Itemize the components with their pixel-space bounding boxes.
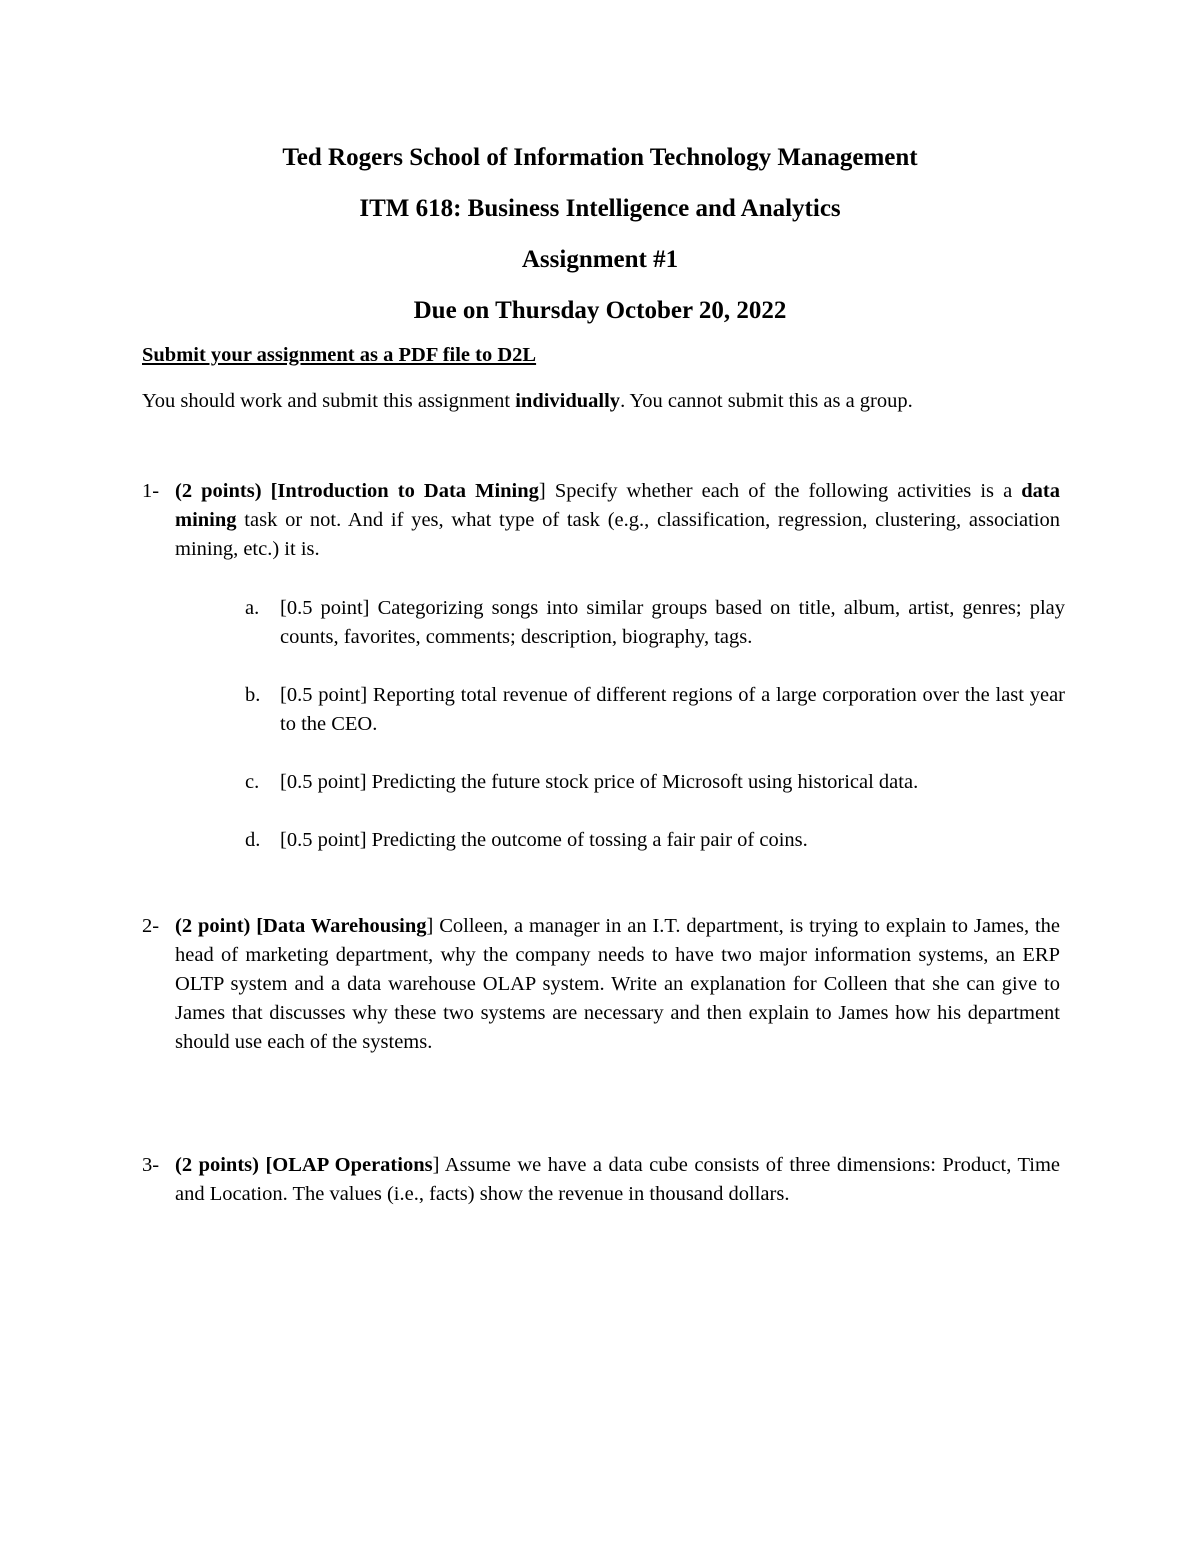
question-points: (2 points) bbox=[175, 480, 262, 502]
question-topic: [Introduction to Data Mining bbox=[270, 480, 539, 502]
question-body bbox=[175, 912, 1060, 1057]
question-body bbox=[175, 1151, 1060, 1209]
subitem-text: [0.5 point] Predicting the outcome of tossing a fair pair of coins. bbox=[280, 829, 808, 851]
assignment-title: Assignment #1 bbox=[521, 246, 679, 273]
question-number: 1- bbox=[142, 480, 160, 502]
due-date: Due on Thursday October 20, 2022 bbox=[413, 297, 787, 324]
question-2 bbox=[142, 912, 1060, 1057]
question-topic: [OLAP Operations bbox=[265, 1154, 433, 1176]
subitem-text: [0.5 point] Reporting total revenue of different regions of a large corporation over the last year to the CEO. bbox=[280, 684, 1065, 735]
question-bold-term: data mining bbox=[175, 480, 1060, 531]
question-text: ] Colleen, a manager in an I.T. department, is trying to explain to James, the head of marketing department, why the company needs to have two major information systems, an ERP OLTP system and a data warehouse OLAP system. Write an explanation for Colleen that she can give to James that discusses why these two systems are necessary and then explain to James how his department should use each of the systems. bbox=[175, 915, 1060, 1053]
question-text: ] Assume we have a data cube consists of three dimensions: Product, Time and Location. The values (i.e., facts) show the revenue in thousand dollars. bbox=[175, 1154, 1061, 1205]
intro-text-start: You should work and submit this assignment bbox=[142, 390, 516, 412]
question-body bbox=[175, 477, 1060, 564]
question-number: 3- bbox=[142, 1154, 160, 1176]
subitem-d bbox=[245, 826, 1065, 855]
subitem-a bbox=[245, 594, 1065, 652]
course-title: ITM 618: Business Intelligence and Analytics bbox=[359, 195, 841, 222]
question-points: (2 point) bbox=[175, 915, 251, 937]
subitem-text: [0.5 point] Predicting the future stock price of Microsoft using historical data. bbox=[280, 771, 919, 793]
question-3 bbox=[142, 1151, 1061, 1209]
subitem-letter: c. bbox=[245, 771, 260, 793]
school-title: Ted Rogers School of Information Technology Management bbox=[282, 144, 918, 171]
subitem-text: [0.5 point] Categorizing songs into similar groups based on title, album, artist, genres; play counts, favorites, comments; description, biography, tags. bbox=[280, 597, 1065, 648]
question-topic: [Data Warehousing bbox=[256, 915, 427, 937]
intro-emphasis: individually bbox=[515, 390, 621, 412]
submit-instruction: Submit your assignment as a PDF file to D2L bbox=[142, 344, 537, 366]
question-points: (2 points) bbox=[175, 1154, 259, 1176]
question-1 bbox=[142, 477, 1060, 564]
subitem-letter: a. bbox=[245, 597, 260, 619]
subitem-letter: d. bbox=[245, 829, 261, 851]
subitem-b bbox=[245, 681, 1065, 739]
intro-paragraph bbox=[142, 388, 913, 414]
subitem-c bbox=[245, 768, 1065, 797]
intro-text-end: . You cannot submit this as a group. bbox=[620, 390, 913, 412]
question-text-continued: task or not. And if yes, what type of task (e.g., classification, regression, clustering, association mining, etc.) it is. bbox=[175, 509, 1060, 560]
question-text: ] Specify whether each of the following activities is a bbox=[538, 480, 1022, 502]
subitem-letter: b. bbox=[245, 684, 261, 706]
question-number: 2- bbox=[142, 915, 160, 937]
